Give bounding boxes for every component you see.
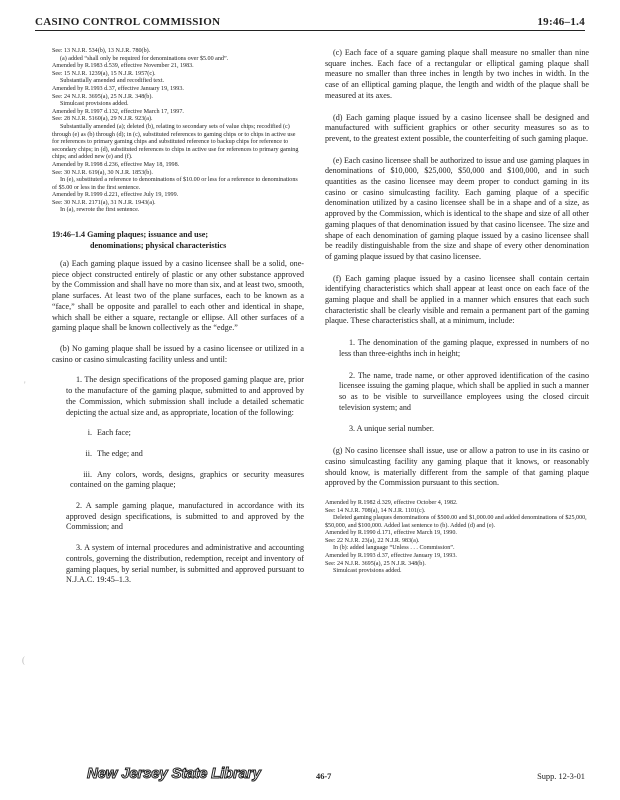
- paragraph-b1: 1. The design specifications of the proposed gaming plaque are, prior to the manufacture of the gaming plaque, submitted to and approved by the Commission, which submission shall include a detailed schematic depicting the actual size and, as appropriate, location of the following:: [66, 375, 304, 417]
- subitem-number: i.: [87, 428, 92, 438]
- paragraph-f3: 3. A unique serial number.: [349, 424, 434, 434]
- section-heading-line2: denominations; physical characteristics: [90, 241, 227, 251]
- history-note: See: 24 N.J.R. 3695(a), 25 N.J.R. 348(b).: [52, 93, 153, 100]
- subitem-iii: [52, 470, 304, 491]
- subitem-text: Each face;: [97, 428, 131, 438]
- history-note: See: 13 N.J.R. 534(b), 13 N.J.R. 780(b).: [52, 48, 151, 54]
- paragraph-d: (d) Each gaming plaque issued by a casino licensee shall be designed and manufactured with sufficient graphics or other security measures so as to prevent, to the greatest extent possible, the counterfeiting of such gaming plaque.: [325, 112, 589, 143]
- header-title: CASINO CONTROL COMMISSION: [35, 16, 221, 28]
- history-notes: [52, 48, 304, 215]
- history-note: (a) added “shall only be required for denominations over $5.00 and”.: [60, 55, 229, 62]
- paragraph-f1: 1. The denomination of the gaming plaque, expressed in numbers of no less than three-eighths inch in height;: [339, 338, 589, 358]
- history-note: See: 24 N.J.R. 3695(a), 25 N.J.R. 348(b).: [325, 560, 426, 567]
- page-footer: [35, 765, 585, 789]
- paragraph-e: (e) Each casino licensee shall be authorized to issue and use gaming plaques in denominations of $10,000, $25,000, $50,000 and $100,000, and in such quantities as the casino licensee may deem proper to conduct gaming in its casino or casino simulcasting facility. Each gaming plaque of a specific denomination utilized by a casino licensee shall be in a shape and of a size, as approved by the Commission, which is identical to the shape and size of all other gaming plaques of that denomination issued by that casino licensee. The size and shape of each denomination of gaming plaque issued by a casino licensee shall be readily distinguishable from the size and shape of every other denomination of gaming plaque issued by that casino licensee.: [325, 155, 589, 261]
- page-number: 46-7: [316, 772, 332, 781]
- history-note: In (a), rewrote the first sentence.: [60, 207, 140, 214]
- left-column: [52, 48, 304, 596]
- supplement-date: Supp. 12-3-01: [537, 772, 585, 781]
- paragraph-b2: 2. A sample gaming plaque, manufactured in accordance with its approved design specifications, is submitted to and approved by the Commission; and: [66, 501, 304, 532]
- history-note: Amended by R.1983 d.539, effective November 21, 1983.: [52, 63, 194, 70]
- paragraph-f: (f) Each gaming plaque issued by a casino licensee shall contain certain identifying characteristics which shall appear at least once on each face of the gaming plaque and shall be applied in a manner which ensures that each such characteristic shall be clearly visible and remain a permanent part of the gaming plaque. These characteristics shall, at a minimum, include:: [325, 273, 589, 326]
- history-notes: [325, 500, 589, 576]
- subitem-text: The edge; and: [97, 448, 143, 458]
- subitem-ii: [52, 449, 304, 460]
- subitem-i: [52, 428, 304, 439]
- section-heading: [52, 229, 304, 251]
- margin-scan-mark: ': [24, 380, 26, 390]
- library-stamp: New Jersey State Library: [87, 765, 261, 782]
- history-note: Deleted gaming plaques denominations of $500.00 and $1,000.00 and added denominations of $25,000, $50,000, and $100,000. Added last sentence to (b). Added (d) and (e).: [325, 515, 587, 529]
- margin-scan-mark: (: [22, 655, 25, 665]
- history-note: Substantially amended (a); deleted (b), relating to secondary sets of value chips; recodified (c) through (e) as (b) through (d); in (c), substituted references to gaming chips or to chips in active use for references to primary gaming chips and substituted reference to backup chips for reference to secondary chips; in (d), substituted references to chips in active use for references to primary gaming chips; and added new (e) and (f).: [52, 123, 299, 161]
- paragraph-f2: 2. The name, trade name, or other approved identification of the casino licensee issuing the gaming plaque, which shall be applied in such a manner so as to be visible to surveillance employees using the closed circuit television system; and: [339, 370, 589, 412]
- history-note: In (e), substituted a reference to denominations of $10.00 or less for a reference to denominations of $5.00 or less in the first sentence.: [52, 177, 298, 191]
- history-note: See: 15 N.J.R. 1239(a), 15 N.J.R. 1957(c).: [52, 70, 156, 77]
- history-note: Amended by R.1997 d.132, effective March 17, 1997.: [52, 108, 184, 115]
- history-note: Amended by R.1999 d.221, effective July 19, 1999.: [52, 192, 179, 199]
- paragraph-b: (b) No gaming plaque shall be issued by a casino licensee or utilized in a casino or casino simulcasting facility unless and until:: [52, 343, 304, 364]
- right-column: [325, 48, 589, 576]
- subitem-number: ii.: [85, 448, 92, 458]
- subitem-number: iii.: [83, 469, 92, 479]
- history-note: Simulcast provisions added.: [333, 568, 402, 575]
- history-note: In (b): added language “Unless . . . Commission”.: [333, 545, 455, 552]
- history-note: See: 14 N.J.R. 708(a), 14 N.J.R. 1101(c).: [325, 507, 426, 514]
- history-note: Amended by R.1993 d.37, effective January 19, 1993.: [52, 85, 184, 92]
- history-note: See: 30 N.J.R. 619(a), 30 N.J.R. 1853(b).: [52, 169, 153, 176]
- history-note: See: 22 N.J.R. 23(a), 22 N.J.R. 983(a).: [325, 537, 420, 544]
- paragraph-g: (g) No casino licensee shall issue, use or allow a patron to use in its casino or casino simulcasting facility any gaming plaque that it knows, or reasonably should know, is materially different from the sample of that gaming plaque approved by the Commission pursuant to this section.: [325, 446, 589, 488]
- history-note: Amended by R.1982 d.329, effective October 4, 1982.: [325, 499, 458, 506]
- subitem-text: Any colors, words, designs, graphics or security measures contained on the gaming plaque;: [70, 469, 304, 490]
- section-heading-line1: 19:46–1.4 Gaming plaques; issuance and use;: [52, 230, 209, 240]
- paragraph-a: (a) Each gaming plaque issued by a casino licensee shall be a solid, one-piece object constructed entirely of plastic or any other substance approved by the Commission and shall have no more than six, and at least two, smooth, plane surfaces. At least two of the plane surfaces, each to be known as a “face,” shall be opposite and parallel to each other and identical in shape, which shall be either a square, rectangle or ellipse. All other surfaces of a gaming plaque shall be known collectively as the “edge.”: [52, 259, 304, 333]
- history-note: Simulcast provisions added.: [60, 101, 129, 108]
- history-note: Substantially amended and recodified text.: [60, 78, 165, 85]
- history-note: Amended by R.1998 d.236, effective May 18, 1998.: [52, 161, 180, 168]
- paragraph-c: (c) Each face of a square gaming plaque shall measure no smaller than nine square inches. Each face of a rectangular or elliptical gaming plaque shall measure no smaller than three inches in length by two inches in width. In the case of an elliptical gaming plaque, the length and width of the plaque shall be measured at its axes.: [325, 48, 589, 100]
- history-note: See: 30 N.J.R. 2171(a), 31 N.J.R. 1943(a).: [52, 199, 156, 206]
- history-note: See: 28 N.J.R. 5160(a), 29 N.J.R. 923(a).: [52, 116, 153, 123]
- history-note: Amended by R.1993 d.37, effective January 19, 1993.: [325, 553, 457, 560]
- history-note: Amended by R.1990 d.171, effective March 19, 1990.: [325, 530, 457, 537]
- header-section-number: 19:46–1.4: [537, 16, 585, 28]
- paragraph-b3: 3. A system of internal procedures and administrative and accounting controls, governing the distribution, redemption, receipt and inventory of gaming plaques, by serial number, is submitted and approved pursuant to N.J.A.C. 19:45–1.3.: [66, 543, 304, 585]
- running-header: [35, 16, 585, 31]
